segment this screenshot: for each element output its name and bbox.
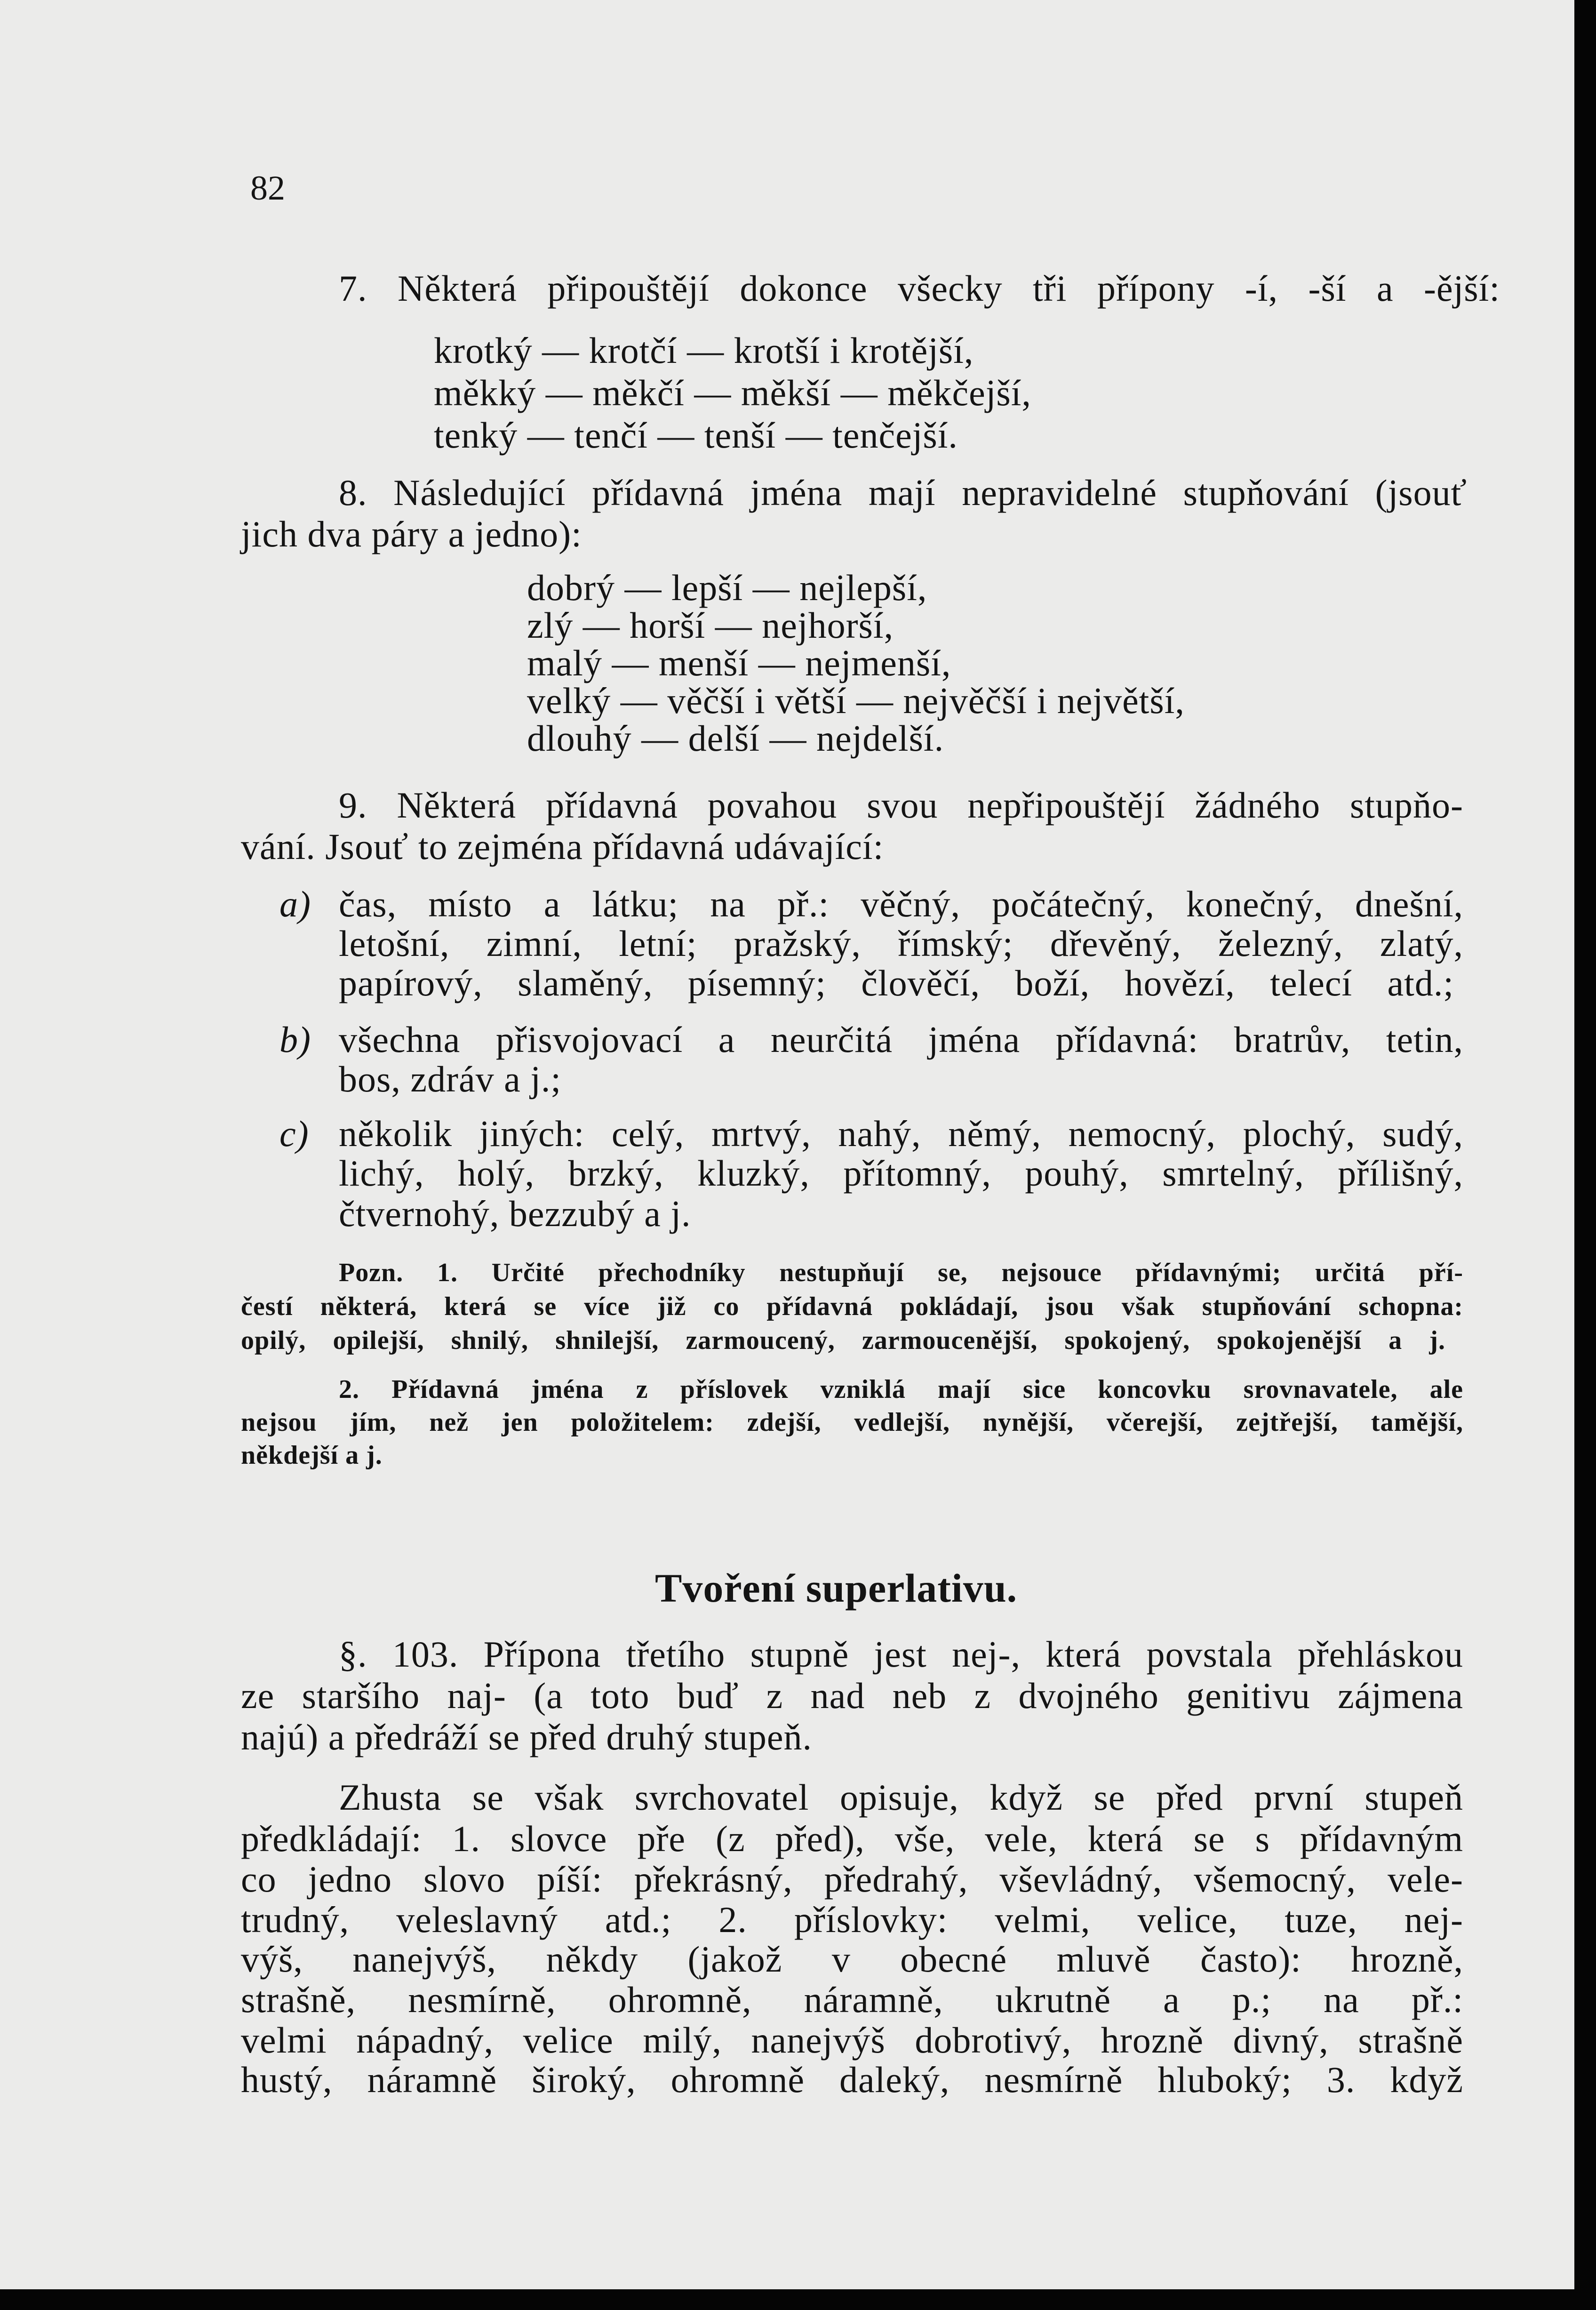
item9-label-c: c) — [279, 1113, 309, 1154]
zhusta-line-4: trudný, veleslavný atd.; 2. příslovky: velmi, velice, tuze, nej- — [241, 1899, 1463, 1940]
item8-line-2: zlý — horší — nejhorší, — [527, 605, 894, 646]
item9-label-b: b) — [279, 1019, 311, 1060]
item8-line-1: dobrý — lepší — nejlepší, — [527, 567, 927, 608]
note2-line-2: nejsou jím, než jen položitelem: zdejší, vedlejší, nynější, včerejší, zejtřejší, tamější, — [241, 1408, 1463, 1437]
item8-line-5: dlouhý — delší — nejdelší. — [527, 718, 944, 759]
item8-line-3: malý — menší — nejmenší, — [527, 642, 951, 683]
zhusta-line-7: velmi nápadný, velice milý, nanejvýš dobrotivý, hrozně divný, strašně — [241, 2020, 1463, 2061]
zhusta-line-5: výš, nanejvýš, někdy (jakož v obecné mluvě často): hrozně, — [241, 1939, 1463, 1980]
note1-line-1: Pozn. 1. Určité přechodníky nestupňují se, nejsouce přídavnými; určitá pří- — [339, 1258, 1463, 1287]
section-heading: Tvoření superlativu. — [655, 1565, 1018, 1611]
item7-line-2: měkký — měkčí — měkší — měkčejší, — [434, 372, 1031, 413]
item9-c-line-2: lichý, holý, brzký, kluzký, přítomný, pouhý, smrtelný, přílišný, — [339, 1153, 1463, 1194]
item7-line-1: krotký — krotčí — krotší i krotější, — [434, 330, 974, 371]
zhusta-line-3: co jedno slovo píší: překrásný, předrahý, vševládný, všemocný, vele- — [241, 1859, 1463, 1900]
item9-b-line-2: bos, zdráv a j.; — [339, 1059, 562, 1099]
item8-intro-line-2: jich dva páry a jedno): — [241, 513, 582, 554]
item8-intro-line-1: 8. Následující přídavná jména mají nepravidelné stupňování (jsouť — [339, 472, 1467, 513]
zhusta-line-6: strašně, nesmírně, ohromně, náramně, ukrutně a p.; na př.: — [241, 1979, 1463, 2020]
p103-line-2: ze staršího naj- (a toto buď z nad neb z dvojného genitivu zájmena — [241, 1675, 1463, 1716]
page-number: 82 — [250, 169, 285, 208]
item9-intro-line-1: 9. Některá přídavná povahou svou nepřipouštějí žádného stupňo- — [339, 785, 1463, 826]
zhusta-line-2: předkládají: 1. slovce pře (z před), vše, vele, která se s přídavným — [241, 1818, 1463, 1859]
zhusta-line-1: Zhusta se však svrchovatel opisuje, když se před první stupeň — [339, 1777, 1463, 1818]
item9-b-line-1: všechna přisvojovací a neurčitá jména přídavná: bratrův, tetin, — [339, 1019, 1463, 1060]
item8-line-4: velký — věčší i větší — nejvěčší i největší, — [527, 680, 1185, 721]
zhusta-line-8: hustý, náramně široký, ohromně daleký, nesmírně hluboký; 3. když — [241, 2059, 1463, 2100]
scan-border-bottom — [0, 2289, 1596, 2310]
note2-line-3: někdejší a j. — [241, 1441, 383, 1470]
scan-border-right — [1574, 0, 1596, 2310]
item9-intro-line-2: vání. Jsouť to zejména přídavná udávající: — [241, 826, 884, 867]
item7-intro: 7. Některá připouštějí dokonce všecky tři přípony -í, -ší a -ější: — [339, 268, 1500, 309]
item9-a-line-1: čas, místo a látku; na př.: věčný, počátečný, konečný, dnešní, — [339, 883, 1463, 924]
item9-c-line-1: několik jiných: celý, mrtvý, nahý, němý, nemocný, plochý, sudý, — [339, 1113, 1463, 1154]
item7-line-3: tenký — tenčí — tenší — tenčejší. — [434, 415, 958, 456]
item9-a-line-2: letošní, zimní, letní; pražský, římský; dřevěný, železný, zlatý, — [339, 923, 1463, 964]
p103-line-3: najú) a předráží se před druhý stupeň. — [241, 1716, 813, 1757]
note1-line-2: čestí některá, která se více již co přídavná pokládají, jsou však stupňování schopna: — [241, 1292, 1463, 1321]
note1-line-3: opilý, opilejší, shnilý, shnilejší, zarmoucený, zarmoucenější, spokojený, spokojenější a j. — [241, 1326, 1445, 1355]
item9-label-a: a) — [279, 883, 311, 924]
item9-c-line-3: čtvernohý, bezzubý a j. — [339, 1193, 691, 1234]
item9-a-line-3: papírový, slaměný, písemný; člověčí, boží, hovězí, telecí atd.; — [339, 962, 1454, 1003]
p103-line-1: §. 103. Přípona třetího stupně jest nej-, která povstala přehláskou — [339, 1634, 1463, 1675]
note2-line-1: 2. Přídavná jména z příslovek vzniklá mají sice koncovku srovnavatele, ale — [339, 1375, 1463, 1404]
